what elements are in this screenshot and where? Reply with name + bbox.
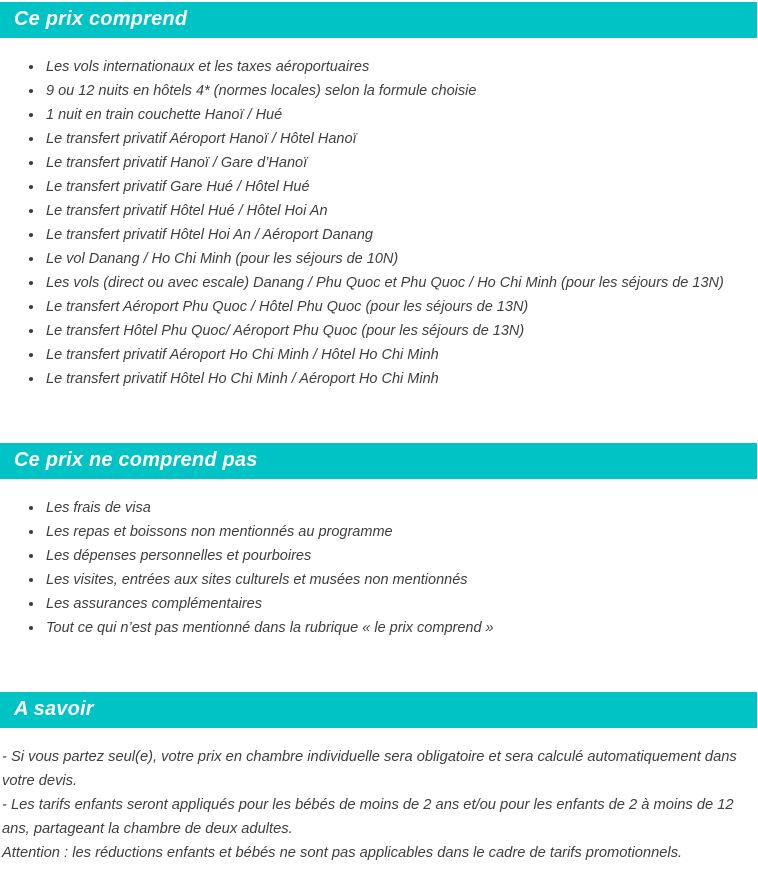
section-price-includes	[0, 2, 758, 391]
note-line: - Si vous partez seul(e), votre prix en chambre individuelle sera obligatoire et sera calculé automatiquement dans votre devis.	[2, 749, 737, 789]
price-include-item: • Le transfert Aéroport Phu Quoc / Hôtel Phu Quoc (pour les séjours de 13N)	[44, 295, 748, 319]
price-includes-list	[0, 38, 758, 391]
price-exclude-item: • Les visites, entrées aux sites culturels et musées non mentionnés	[44, 568, 748, 592]
price-include-item: • Le transfert privatif Hanoï / Gare d’Hanoï	[44, 151, 748, 175]
section-title: Ce prix comprend	[14, 7, 188, 30]
price-include-item: • 9 ou 12 nuits en hôtels 4* (normes locales) selon la formule choisie	[44, 79, 748, 103]
note-line: Attention : les réductions enfants et bébés ne sont pas applicables dans le cadre de tarifs promotionnels.	[2, 845, 683, 861]
section-notes	[0, 692, 758, 865]
price-include-item: • Le transfert Hôtel Phu Quoc/ Aéroport Phu Quoc (pour les séjours de 13N)	[44, 319, 748, 343]
price-include-item: • Les vols internationaux et les taxes aéroportuaires	[44, 55, 748, 79]
price-include-item: • Le transfert privatif Aéroport Hanoï / Hôtel Hanoï	[44, 127, 748, 151]
price-exclude-item: • Tout ce qui n’est pas mentionné dans la rubrique « le prix comprend »	[44, 616, 748, 640]
price-exclude-item: • Les repas et boissons non mentionnés au programme	[44, 520, 748, 544]
price-exclude-item: • Les dépenses personnelles et pourboires	[44, 544, 748, 568]
notes-text-block	[0, 728, 758, 865]
section-title: A savoir	[14, 697, 94, 720]
section-price-excludes	[0, 443, 758, 640]
price-include-item: • Le transfert privatif Hôtel Hoi An / Aéroport Danang	[44, 223, 748, 247]
note-line: - Les tarifs enfants seront appliqués pour les bébés de moins de 2 ans et/ou pour les enfants de 2 à moins de 12 ans, partageant la chambre de deux adultes.	[2, 797, 734, 837]
price-include-item: • Le transfert privatif Hôtel Ho Chi Minh / Aéroport Ho Chi Minh	[44, 367, 748, 391]
section-header-bar	[0, 443, 757, 479]
price-include-item: • Le transfert privatif Hôtel Hué / Hôtel Hoi An	[44, 199, 748, 223]
price-include-item: • Les vols (direct ou avec escale) Danang / Phu Quoc et Phu Quoc / Ho Chi Minh (pour les séjours de 13N)	[44, 271, 748, 295]
price-exclude-item: • Les assurances complémentaires	[44, 592, 748, 616]
price-exclude-item: • Les frais de visa	[44, 496, 748, 520]
section-header-bar	[0, 2, 757, 38]
section-header-bar	[0, 692, 757, 728]
section-title: Ce prix ne comprend pas	[14, 448, 258, 471]
price-include-item: • Le vol Danang / Ho Chi Minh (pour les séjours de 10N)	[44, 247, 748, 271]
price-include-item: • Le transfert privatif Gare Hué / Hôtel Hué	[44, 175, 748, 199]
price-include-item: • 1 nuit en train couchette Hanoï / Hué	[44, 103, 748, 127]
price-excludes-list	[0, 479, 758, 640]
price-include-item: • Le transfert privatif Aéroport Ho Chi Minh / Hôtel Ho Chi Minh	[44, 343, 748, 367]
